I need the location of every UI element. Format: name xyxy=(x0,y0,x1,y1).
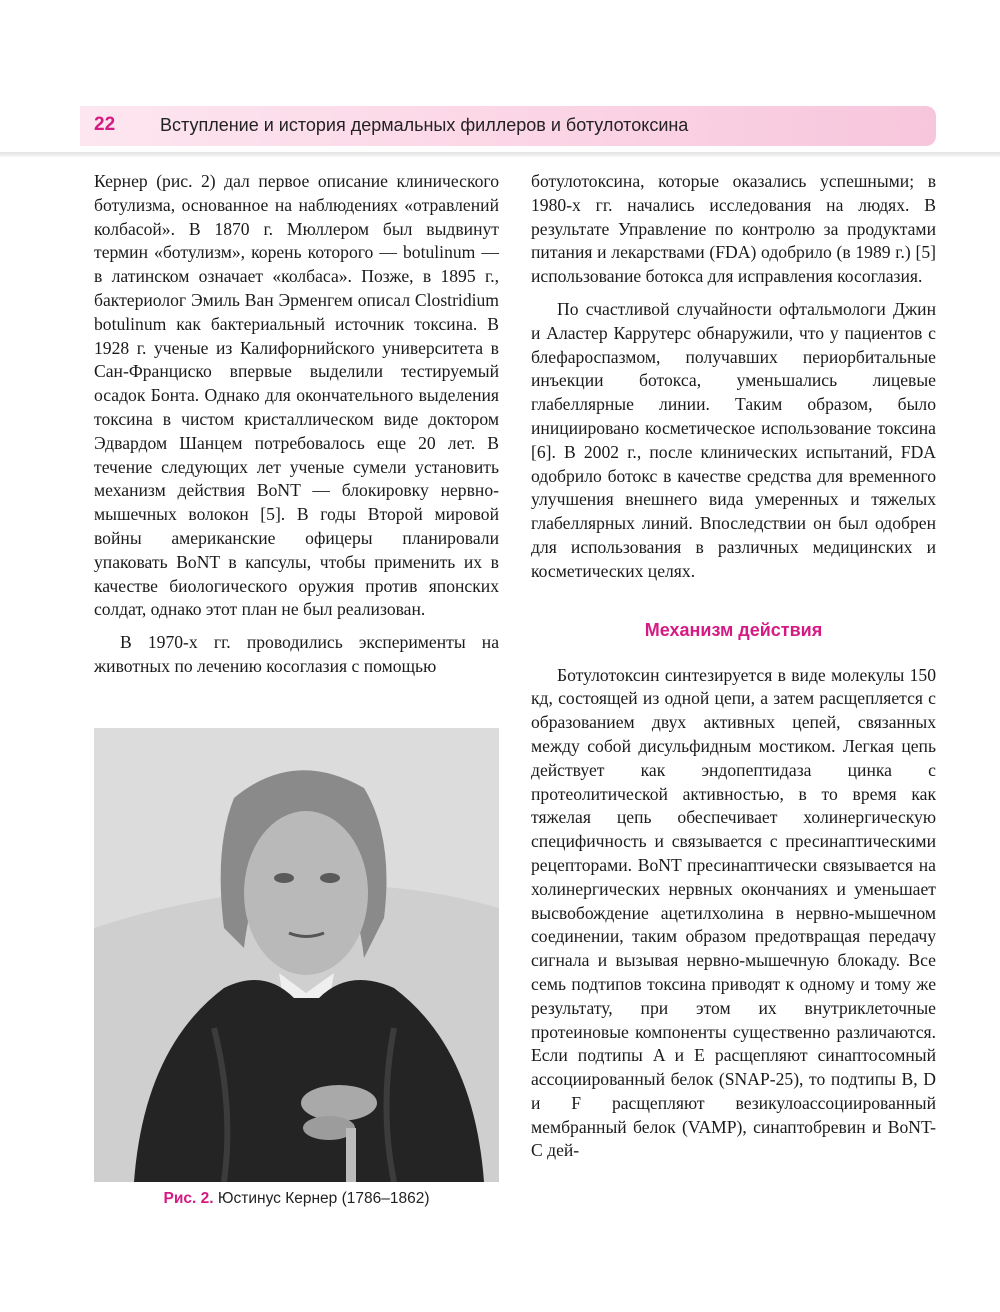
figure-label: Рис. 2. xyxy=(163,1190,214,1207)
left-column xyxy=(94,170,499,679)
body-paragraph: По счастливой случайности офтальмологи Джин и Аластер Каррутерс обнаружили, что у пациентов с блефароспазмом, получавших периорбитальные инъекции ботокса, уменьшались лицевые глабеллярные линии. Таким образом, было инициировано косметическое использование токсина [6]. В 2002 г., после клинических испытаний, FDA одобрило ботокс в качестве средства для временного улучшения внешнего вида умеренных и тяжелых глабеллярных линий. Впоследствии он был одобрен для использования в различных медицинских и косметических целях. xyxy=(531,298,936,581)
body-paragraph: Кернер (рис. 2) дал первое описание клинического ботулизма, основанное на наблюдениях «отравлений колбасой». В 1870 г. Мюллером был выдвинут термин «ботулизм», корень которого — botulinum — в латинском означает «колбаса». Позже, в 1895 г., бактериолог Эмиль Ван Эрменгем описал Clostridium botulinum как бактериальный источник токсина. В 1928 г. ученые из Калифорнийского университета в Сан-Франциско впервые выделили тестируемый осадок Бонта. Однако для окончательного выделения токсина в чистом кристаллическом виде доктором Эдвардом Шанцем потребовалось еще 20 лет. В течение следующих лет ученые сумели установить механизм действия BoNT — блокировку нервно-мышечных волокон [5]. В годы Второй мировой войны американские офицеры планировали упаковать BoNT в капсулы, чтобы применить их в качестве биологического оружия против японских солдат, однако этот план не был реализован. xyxy=(94,171,499,620)
figure-caption-text: Юстинус Кернер (1786–1862) xyxy=(217,1190,430,1207)
body-paragraph: В 1970-х гг. проводились эксперименты на животных по лечению косоглазия с помощью xyxy=(94,632,499,676)
body-paragraph: ботулотоксина, которые оказались успешными; в 1980-х гг. начались исследования на людях. В результате Управление по контролю за продуктами питания и лекарствами (FDA) одобрило (в 1989 г.) [5] использование ботокса для исправления косоглазия. xyxy=(531,171,936,287)
portrait-illustration xyxy=(94,728,499,1182)
figure-caption xyxy=(94,1190,499,1208)
section-heading: Механизм действия xyxy=(644,619,823,640)
body-paragraph: Ботулотоксин синтезируется в виде молекулы 150 кд, состоящей из одной цепи, а затем расщепляется с образованием двух активных цепей, связанных между собой дисульфидным мостиком. Легкая цепь действует как эндопептидаза цинка с протеолитической активностью, в то время как тяжелая цепь обеспечивает холинергическую специфичность и связывается с пресинаптическими рецепторами. BoNT пресинаптически связывается на холинергических нервных окончаниях и уменьшает высвобождение ацетилхолина в нервно-мышечном соединении, таким образом предотвращая передачу сигнала и вызывая нервно-мышечную блокаду. Все семь подтипов токсина приводят к одному и тому же результату, при этом их внутриклеточные протеиновые компоненты существенно различаются. Если подтипы A и E расщепляют синаптосомный ассоциированный белок (SNAP-25), то подтипы B, D и F расщепляют везикулоассоциированный мембранный белок (VAMP), синаптобревин и BoNT-C дей- xyxy=(531,664,936,1161)
running-title: Вступление и история дермальных филлеров и ботулотоксина xyxy=(160,115,689,135)
right-column xyxy=(531,170,936,1163)
portrait-photo xyxy=(94,728,499,1182)
page-number: 22 xyxy=(94,114,116,135)
header-divider xyxy=(0,152,1000,157)
